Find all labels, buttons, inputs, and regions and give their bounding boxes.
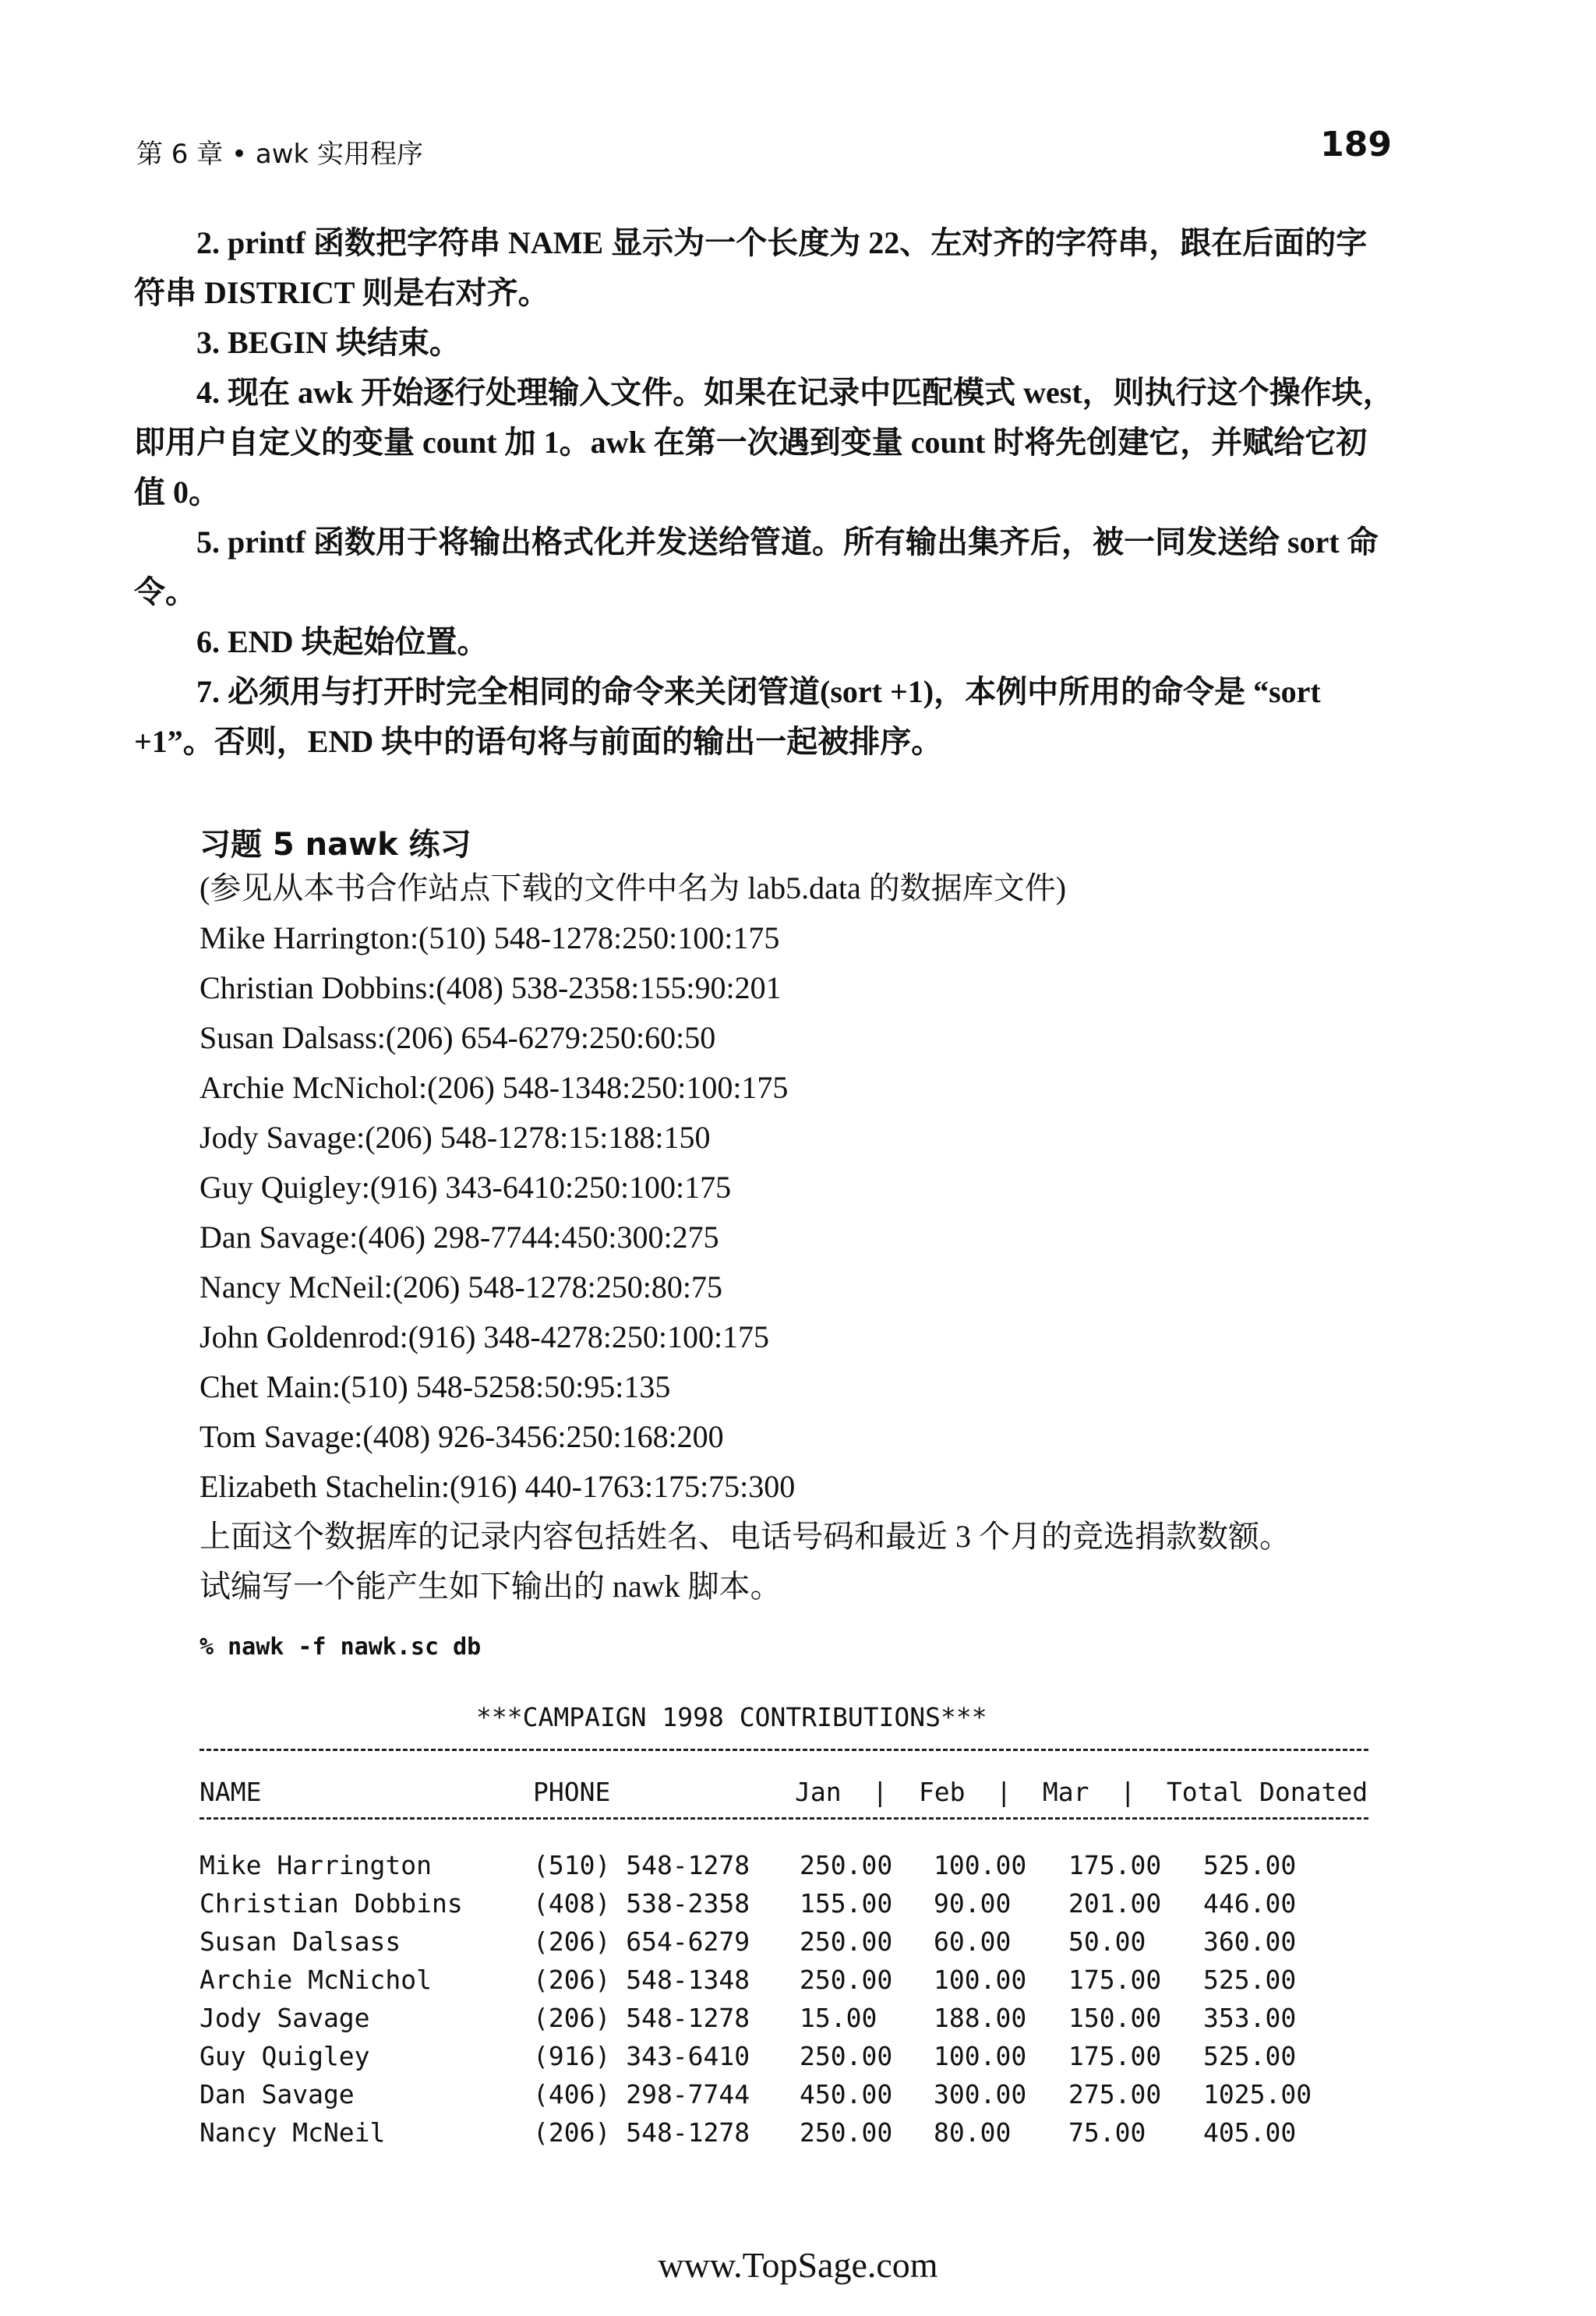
explanation-3: 3. BEGIN 块结束。 [196,325,461,360]
exercise-title: 习题 5 nawk 练习 [200,827,471,863]
report-header-row [200,1774,1368,1811]
row-feb: 80.00 [934,2117,1012,2148]
row-name: Nancy McNeil [200,2117,386,2148]
data-record: Nancy McNeil:(206) 548-1278:250:80:75 [200,1269,722,1305]
row-name: Dan Savage [200,2079,355,2109]
table-row [200,1923,1368,1961]
row-total: 525.00 [1203,1965,1297,1995]
explanation-2: 2. printf 函数把字符串 NAME 显示为一个长度为 22、左对齐的字符串，跟在后面的字符串 DISTRICT 则是右对齐。 [134,225,1368,310]
data-record: Chet Main:(510) 548-5258:50:95:135 [200,1369,671,1404]
table-row [200,2038,1368,2076]
row-mar: 175.00 [1068,1850,1162,1880]
row-mar: 150.00 [1068,2003,1162,2033]
header-months: Jan | Feb | Mar | Total Donated [795,1777,1368,1807]
row-total: 525.00 [1203,1850,1297,1880]
row-feb: 100.00 [934,1850,1027,1880]
table-row [200,2114,1368,2152]
footer-url: www.TopSage.com [658,2245,938,2285]
data-record: Elizabeth Stachelin:(916) 440-1763:175:75:300 [200,1469,796,1504]
row-jan: 250.00 [800,1926,893,1957]
row-mar: 275.00 [1068,2079,1162,2109]
row-phone: (916) 343-6410 [533,2041,750,2071]
row-mar: 175.00 [1068,2041,1162,2071]
report-title: ***CAMPAIGN 1998 CONTRIBUTIONS*** [476,1702,987,1732]
row-jan: 250.00 [800,1965,893,1995]
row-mar: 175.00 [1068,1965,1162,1995]
row-feb: 90.00 [934,1888,1012,1919]
row-total: 1025.00 [1203,2079,1312,2109]
explanation-4: 4. 现在 awk 开始逐行处理输入文件。如果在记录中匹配模式 west，则执行这个操作块，即用户自定义的变量 count 加 1。awk 在第一次遇到变量 count 时将先创建它，并赋给它初值 0。 [134,375,1394,510]
report-rows [200,1847,1368,2152]
command-line: % nawk -f nawk.sc db [200,1633,482,1661]
row-phone: (406) 298-7744 [533,2079,750,2109]
row-phone: (206) 548-1348 [533,1965,750,1995]
row-total: 353.00 [1203,2003,1297,2033]
row-mar: 201.00 [1068,1888,1162,1919]
table-row [200,2076,1368,2114]
row-name: Christian Dobbins [200,1888,463,1919]
row-phone: (408) 538-2358 [533,1888,750,1919]
row-jan: 155.00 [800,1888,893,1919]
row-jan: 15.00 [800,2003,877,2033]
table-row [200,1961,1368,2000]
table-row [200,1847,1368,1885]
row-jan: 450.00 [800,2079,893,2109]
explanation-6: 6. END 块起始位置。 [196,624,489,659]
row-total: 525.00 [1203,2041,1297,2071]
row-name: Susan Dalsass [200,1926,401,1957]
row-feb: 100.00 [934,1965,1027,1995]
row-total: 446.00 [1203,1888,1297,1919]
data-record: Tom Savage:(408) 926-3456:250:168:200 [200,1419,724,1454]
exercise-note: (参见从本书合作站点下载的文件中名为 lab5.data 的数据库文件) [200,870,1067,906]
data-record: Christian Dobbins:(408) 538-2358:155:90:201 [200,970,782,1005]
exercise-body [200,863,1400,1612]
exercise-description: 上面这个数据库的记录内容包括姓名、电话号码和最近 3 个月的竞选捐款数额。 [200,1519,1291,1554]
data-record: Archie McNichol:(206) 548-1348:250:100:175 [200,1070,789,1105]
data-record: Guy Quigley:(916) 343-6410:250:100:175 [200,1170,732,1205]
row-name: Jody Savage [200,2003,370,2033]
explanation-7: 7. 必须用与打开时完全相同的命令来关闭管道(sort +1)，本例中所用的命令是 “sort +1”。否则，END 块中的语句将与前面的输出一起被排序。 [134,674,1321,759]
row-mar: 50.00 [1068,1926,1146,1957]
table-row [200,2000,1368,2038]
chapter-header: 第 6 章 • awk 实用程序 [136,139,424,170]
row-phone: (206) 654-6279 [533,1926,750,1957]
row-phone: (510) 548-1278 [533,1850,750,1880]
divider [200,1749,1368,1751]
row-total: 405.00 [1203,2117,1297,2148]
row-feb: 100.00 [934,2041,1027,2071]
data-record: Jody Savage:(206) 548-1278:15:188:150 [200,1120,711,1155]
row-feb: 188.00 [934,2003,1027,2033]
row-phone: (206) 548-1278 [533,2003,750,2033]
row-jan: 250.00 [800,1850,893,1880]
row-feb: 60.00 [934,1926,1012,1957]
row-mar: 75.00 [1068,2117,1146,2148]
data-record: Mike Harrington:(510) 548-1278:250:100:175 [200,920,780,955]
row-name: Archie McNichol [200,1965,433,1995]
header-name: NAME [200,1777,262,1807]
data-record: Dan Savage:(406) 298-7744:450:300:275 [200,1220,719,1255]
data-record: Susan Dalsass:(206) 654-6279:250:60:50 [200,1020,716,1055]
header-phone: PHONE [533,1777,611,1807]
row-jan: 250.00 [800,2117,893,2148]
row-phone: (206) 548-1278 [533,2117,750,2148]
exercise-task: 试编写一个能产生如下输出的 nawk 脚本。 [200,1569,782,1604]
divider [200,1817,1368,1820]
table-row [200,1885,1368,1923]
row-name: Mike Harrington [200,1850,433,1880]
row-total: 360.00 [1203,1926,1297,1957]
row-jan: 250.00 [800,2041,893,2071]
data-record: John Goldenrod:(916) 348-4278:250:100:175 [200,1319,770,1354]
row-feb: 300.00 [934,2079,1027,2109]
explanation-5: 5. printf 函数用于将输出格式化并发送给管道。所有输出集齐后，被一同发送给 sort 命令。 [134,524,1379,609]
page-number: 189 [1320,125,1392,164]
row-name: Guy Quigley [200,2041,370,2071]
